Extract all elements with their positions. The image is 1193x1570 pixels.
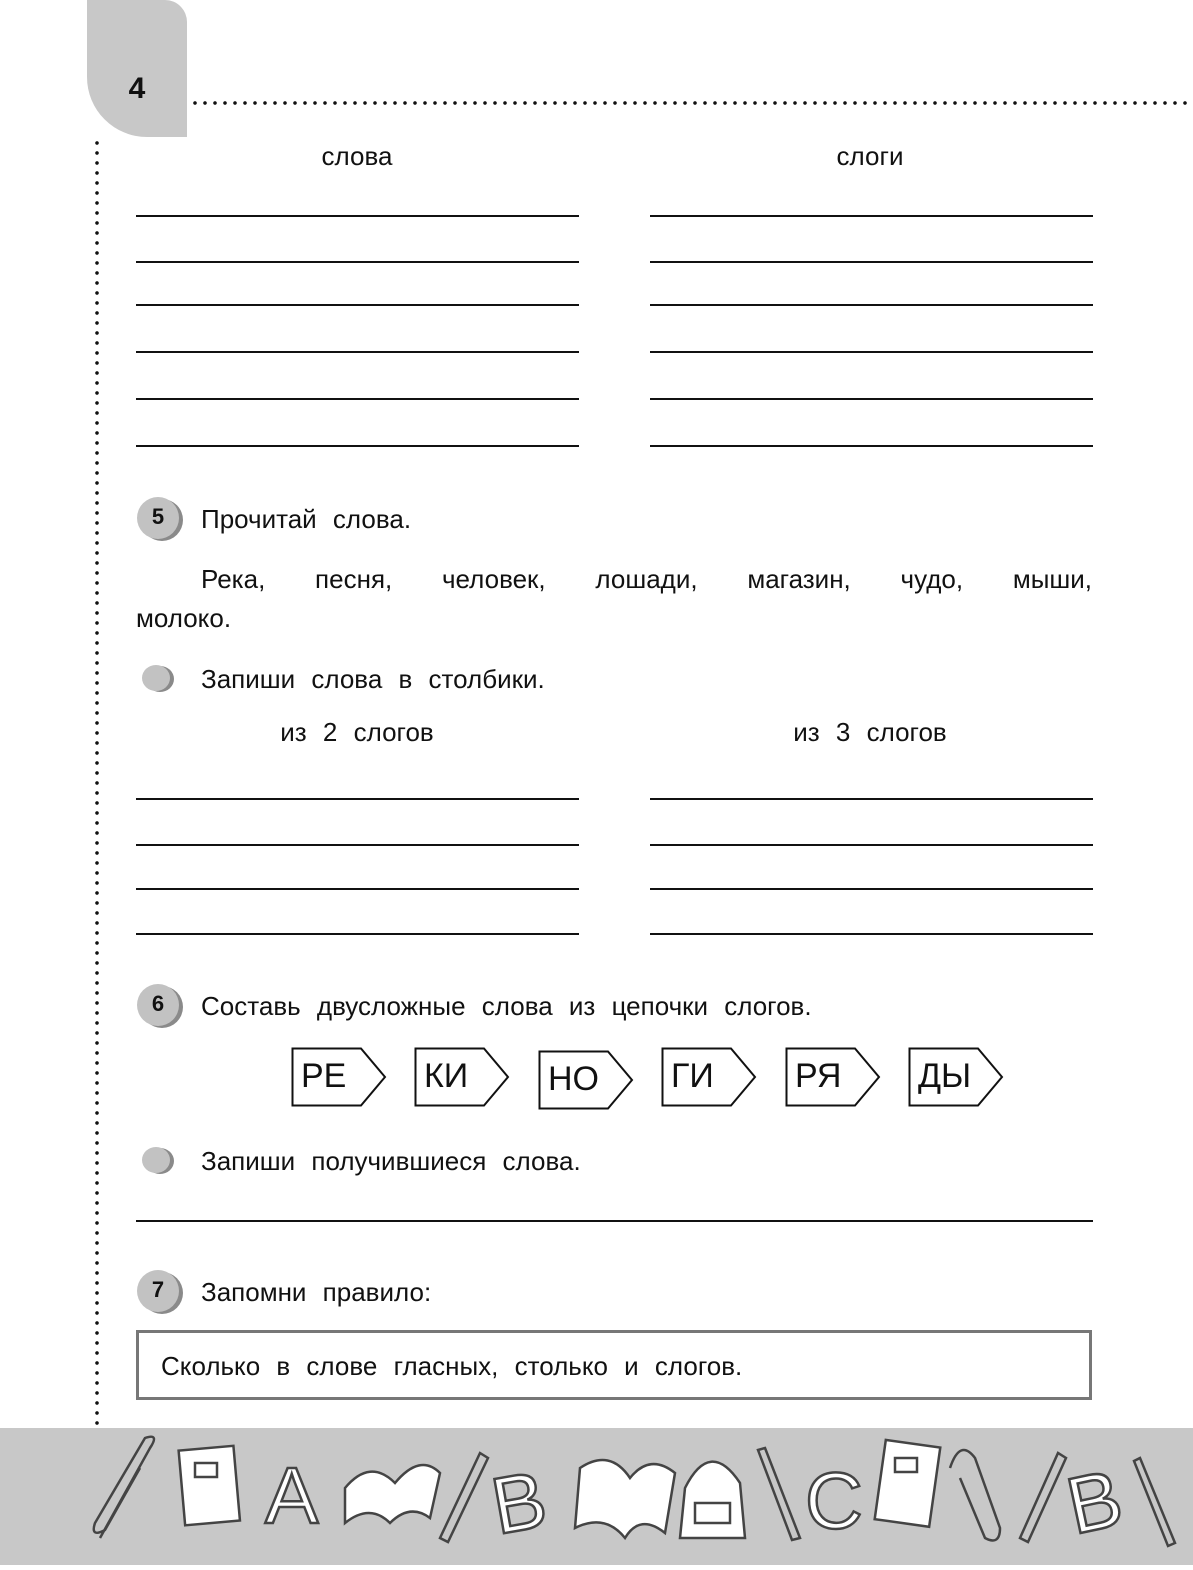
paperclip-icon bbox=[950, 1450, 1000, 1540]
syllable-text: КИ bbox=[424, 1057, 469, 1095]
pen-icon bbox=[1134, 1458, 1175, 1546]
word: лошади, bbox=[595, 564, 698, 594]
syllable-card bbox=[661, 1047, 757, 1107]
answer-line[interactable] bbox=[650, 398, 1093, 400]
syllable-text: РЯ bbox=[795, 1057, 842, 1095]
answer-line[interactable] bbox=[136, 261, 579, 263]
bullet-icon bbox=[142, 1147, 170, 1173]
answer-line[interactable] bbox=[136, 445, 579, 447]
task5-sub-instruction: Запиши слова в столбики. bbox=[201, 664, 545, 694]
bullet-icon bbox=[142, 665, 170, 691]
answer-line[interactable] bbox=[136, 304, 579, 306]
word: чудо, bbox=[900, 564, 964, 594]
task-number-badge: 5 bbox=[137, 497, 179, 539]
backpack-icon bbox=[680, 1462, 745, 1538]
answer-line[interactable] bbox=[136, 888, 579, 890]
syllable-text: ДЫ bbox=[918, 1057, 972, 1095]
answer-line[interactable] bbox=[650, 888, 1093, 890]
notebook-icon bbox=[179, 1446, 240, 1526]
answer-line[interactable] bbox=[136, 351, 579, 353]
word: Река, bbox=[201, 564, 266, 594]
answer-line[interactable] bbox=[136, 933, 579, 935]
syllable-card bbox=[414, 1047, 510, 1107]
word: мыши, bbox=[1012, 564, 1092, 594]
book-icon bbox=[345, 1465, 440, 1523]
task7-instruction: Запомни правило: bbox=[201, 1277, 432, 1307]
answer-line[interactable] bbox=[136, 215, 579, 217]
page-number: 4 bbox=[128, 72, 146, 105]
book-icon bbox=[575, 1460, 675, 1538]
answer-line[interactable] bbox=[650, 215, 1093, 217]
letter-b-icon bbox=[485, 1454, 553, 1551]
svg-text:A: A bbox=[265, 1451, 319, 1540]
syllable-card bbox=[785, 1047, 881, 1107]
svg-text:C: C bbox=[805, 1456, 863, 1545]
answer-line[interactable] bbox=[136, 798, 579, 800]
pen-icon bbox=[758, 1448, 800, 1540]
notebook-icon bbox=[875, 1440, 941, 1527]
task5-words-line bbox=[201, 566, 1092, 592]
word: магазин, bbox=[747, 564, 851, 594]
column-header-syllables: слоги bbox=[836, 141, 904, 171]
syllable-text: РЕ bbox=[301, 1057, 347, 1095]
task6-instruction: Составь двусложные слова из цепочки слогов. bbox=[201, 991, 812, 1021]
answer-line[interactable] bbox=[136, 1220, 1093, 1222]
rule-box bbox=[136, 1330, 1092, 1400]
task5-instruction: Прочитай слова. bbox=[201, 504, 412, 534]
word: песня, bbox=[315, 564, 393, 594]
decorative-footer bbox=[0, 1428, 1193, 1565]
svg-text:B: B bbox=[485, 1454, 554, 1552]
svg-text:B: B bbox=[1059, 1452, 1130, 1552]
answer-line[interactable] bbox=[650, 261, 1093, 263]
answer-line[interactable] bbox=[650, 351, 1093, 353]
syllable-text: НО bbox=[548, 1060, 599, 1098]
letter-b-icon bbox=[1059, 1453, 1130, 1551]
word: молоко. bbox=[136, 603, 232, 633]
syllable-card bbox=[538, 1050, 634, 1110]
answer-line[interactable] bbox=[650, 798, 1093, 800]
top-dotted-divider bbox=[190, 100, 1193, 106]
answer-line[interactable] bbox=[650, 844, 1093, 846]
task-number-badge: 6 bbox=[137, 984, 179, 1026]
page-number-tab bbox=[87, 0, 187, 137]
answer-line[interactable] bbox=[136, 844, 579, 846]
answer-line[interactable] bbox=[650, 304, 1093, 306]
task6-sub-instruction: Запиши получившиеся слова. bbox=[201, 1146, 581, 1176]
letter-c-icon bbox=[805, 1456, 863, 1545]
rule-text: Сколько в слове гласных, столько и слогов. bbox=[161, 1351, 743, 1381]
answer-line[interactable] bbox=[650, 445, 1093, 447]
column-header-2-syllables: из 2 слогов bbox=[280, 717, 434, 747]
syllable-text: ГИ bbox=[671, 1057, 714, 1095]
answer-line[interactable] bbox=[136, 398, 579, 400]
column-header-3-syllables: из 3 слогов bbox=[793, 717, 947, 747]
task-number-badge: 7 bbox=[137, 1270, 179, 1312]
syllable-card bbox=[908, 1047, 1004, 1107]
paperclip-icon bbox=[94, 1437, 154, 1538]
column-header-words: слова bbox=[321, 141, 393, 171]
answer-line[interactable] bbox=[650, 933, 1093, 935]
word: человек, bbox=[442, 564, 546, 594]
pencil-icon bbox=[440, 1453, 488, 1542]
letter-a-icon bbox=[265, 1451, 319, 1540]
syllable-card bbox=[291, 1047, 387, 1107]
left-dotted-divider bbox=[94, 138, 100, 1428]
